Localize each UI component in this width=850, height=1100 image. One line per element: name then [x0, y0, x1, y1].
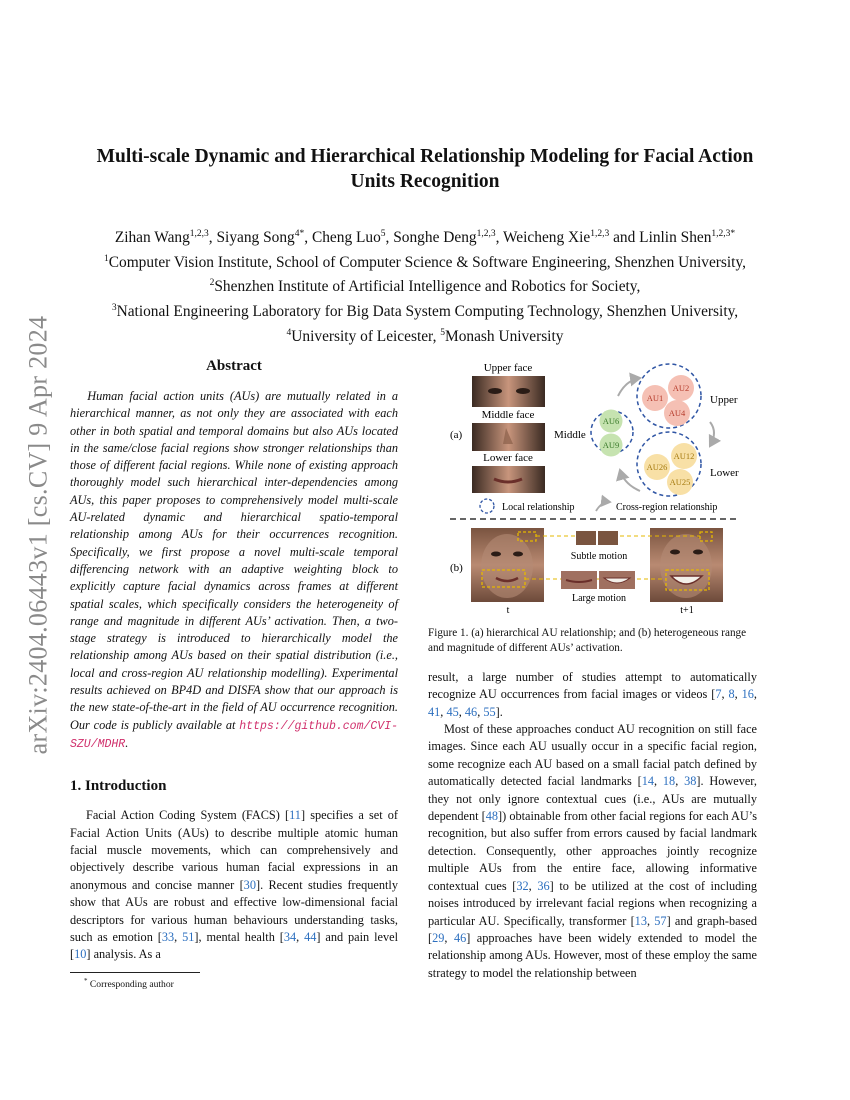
citation[interactable]: 10 — [74, 947, 87, 962]
upper-face-eye-right — [516, 388, 530, 394]
middle-face-label: Middle face — [481, 409, 535, 421]
frame-t1-label: t+1 — [680, 605, 694, 616]
citation[interactable]: 44 — [304, 930, 317, 945]
lower-face-label: Lower face — [483, 452, 533, 464]
citation[interactable]: 41 — [428, 704, 441, 719]
intro-paragraph: Facial Action Coding System (FACS) [11] specifies a set of Facial Action Units (AUs) to describe multiple atomic human facial muscle movements, which can comprehensively and objectively describe various human facial expressions in an anonymous and concise manner [30]. Recent studies frequently show that AUs are robust and effective low-dimensional facial descriptors for various human behaviours understanding tasks, such as emotion [33, 51], mental health [34, 44] and pain level [10] analysis. As a — [70, 808, 399, 962]
large-motion-label: Large motion — [572, 593, 626, 604]
citation[interactable]: 48 — [485, 809, 499, 824]
citation[interactable]: 30 — [243, 877, 256, 892]
subtle-crop-1 — [576, 531, 596, 545]
legend-cross-label: Cross-region relationship — [616, 502, 718, 513]
abstract-text: Human facial action units (AUs) are mutually related in a hierarchical manner, as not only they are associated with each other in both spatial and temporal domains but also AUs located in the same/close facial regions show stronger relationships than those of different facial regions. While none of existing approach thoroughly model such hierarchical inter-dependencies among AUs, this paper proposes to comprehensively model multi-scale AU-related dynamic and hierarchical spatio-temporal relationship among AUs for their occurrences recognition. Specifically, we first propose a novel multi-scale temporal differencing network with an adaptive weighting block to explicitly capture facial dynamics across frames at different spatial scales, which specifically considers the heterogeneity of range and magnitude in different AUs’ activation. Then, a two-stage strategy is introduced to hierarchically model the relationship among AUs based on their spatial distribution (i.e., local and cross-region AU relationship modelling). Experimental results achieved on BP4D and DISFA show that our approach is the new state-of-the-art in the field of AU occurrence recognition. Our code is publicly available at https://github.com/CVI-SZU/MDHR. — [70, 389, 398, 751]
au1-node: AU1 — [646, 393, 664, 403]
au25-node: AU25 — [669, 477, 691, 487]
citation[interactable]: 16 — [741, 687, 754, 702]
citation[interactable]: 14 — [641, 774, 655, 789]
affiliation-1: $^1$Computer Vision Institute, School of Computer Science & Software Engineering, Shenzhen University, — [104, 253, 746, 271]
footnote: * Corresponding author — [84, 977, 174, 991]
left-column — [70, 358, 398, 964]
legend-local-icon — [480, 499, 494, 513]
citation[interactable]: 36 — [537, 878, 550, 893]
citation[interactable]: 18 — [662, 774, 676, 789]
code-link[interactable]: https://github.com/CVI-SZU/MDHR — [70, 719, 398, 751]
group-upper-label: Upper — [710, 394, 738, 406]
legend-cross-icon — [596, 502, 610, 511]
footnote-rule — [70, 972, 200, 973]
legend-local-label: Local relationship — [502, 502, 575, 513]
citation[interactable]: 45 — [446, 704, 459, 719]
affiliation-3: $^3$National Engineering Laboratory for Big Data System Computing Technology, Shenzhen University, — [111, 302, 739, 320]
affiliation-4-5: $^4$University of Leicester, $^5$Monash University — [286, 327, 564, 345]
upper-face-image — [472, 376, 545, 407]
citation[interactable]: 33 — [161, 930, 175, 945]
au26-node: AU26 — [646, 462, 668, 472]
citation[interactable]: 29 — [432, 930, 445, 945]
cross-arrow-upper-lower — [710, 422, 714, 446]
panel-b-label: (b) — [450, 562, 463, 574]
figure-1 — [428, 356, 757, 620]
right-column — [428, 356, 757, 982]
figure-caption: Figure 1. (a) hierarchical AU relationship; and (b) heterogeneous range and magnitude of different AUs’ activation. — [428, 627, 747, 655]
citation[interactable]: 46 — [453, 930, 467, 945]
au6-node: AU6 — [602, 416, 620, 426]
abstract-heading: Abstract — [206, 358, 262, 374]
citation[interactable]: 57 — [654, 913, 667, 928]
citation[interactable]: 38 — [684, 774, 697, 789]
citation[interactable]: 13 — [634, 913, 647, 928]
au4-node: AU4 — [668, 408, 686, 418]
section-introduction-heading: 1. Introduction — [70, 778, 167, 795]
upper-face-label: Upper face — [483, 362, 533, 374]
author-block — [60, 224, 790, 347]
arxiv-stamp: arXiv:2404.06443v1 [cs.CV] 9 Apr 2024 — [23, 315, 52, 755]
au9-node: AU9 — [602, 440, 620, 450]
au12-node: AU12 — [673, 451, 695, 461]
lower-face-image — [472, 466, 545, 493]
affiliation-2: $^2$Shenzhen Institute of Artificial Intelligence and Robotics for Society, — [209, 278, 641, 296]
right-paragraph-2: Most of these approaches conduct AU recognition on still face images. Since each AU usually occur in a specific facial region, some recognize each AU based on a small facial patch defined by automatically detected facial landmarks [14, 18, 38]. However, they not only ignore contextual cues (i.e., AUs are mutually dependent [48]) obtainable from other facial regions for each AU’s recognition, but also suffer from errors caused by facial landmark detection. Consequently, other approaches jointly recognize multiple AUs from the entire face, allowing informative contextual cues [32, 36] to be utilized at the cost of including noises introduced by irrelevant facial regions when recognizing a particular AU. Specifically, transformer [13, 57] and graph-based [29, 46] approaches have been widely extended to model the relationship among AUs. However, most of these employ the same strategy to model the relationship between — [428, 722, 758, 980]
frame-t-label: t — [506, 605, 510, 616]
citation[interactable]: 46 — [464, 704, 478, 719]
subtle-motion-label: Subtle motion — [570, 551, 628, 562]
cross-arrow-lower-middle — [620, 470, 640, 491]
citation[interactable]: 32 — [516, 878, 529, 893]
citation[interactable]: 55 — [483, 704, 496, 719]
paper-title: Multi-scale Dynamic and Hierarchical Relationship Modeling for Facial Action Units Recognition — [96, 146, 754, 192]
author-list: Zihan Wang$^{1,2,3}$, Siyang Song$^{4*}$, Cheng Luo$^5$, Songhe Deng$^{1,2,3}$, Weicheng Xie$^{1,2,3}$ and Linlin Shen$^{1,2,3*}$ — [114, 229, 736, 247]
citation[interactable]: 34 — [283, 930, 297, 945]
citation[interactable]: 51 — [182, 930, 195, 945]
group-middle-label: Middle — [554, 429, 586, 441]
group-lower-label: Lower — [710, 467, 739, 479]
panel-a-label: (a) — [450, 429, 463, 441]
citation[interactable]: 7 — [715, 687, 722, 702]
right-paragraph-1: result, a large number of studies attempt to automatically recognize AU occurrences from facial images or videos [7, 8, 16, 41, 45, 46, 55]. — [428, 669, 757, 719]
subtle-crop-2 — [598, 531, 618, 545]
citation[interactable]: 8 — [728, 687, 735, 702]
cross-arrow-middle-upper — [618, 378, 640, 396]
upper-face-eye-left — [488, 388, 502, 394]
citation[interactable]: 11 — [289, 808, 301, 823]
au2-node: AU2 — [672, 383, 690, 393]
